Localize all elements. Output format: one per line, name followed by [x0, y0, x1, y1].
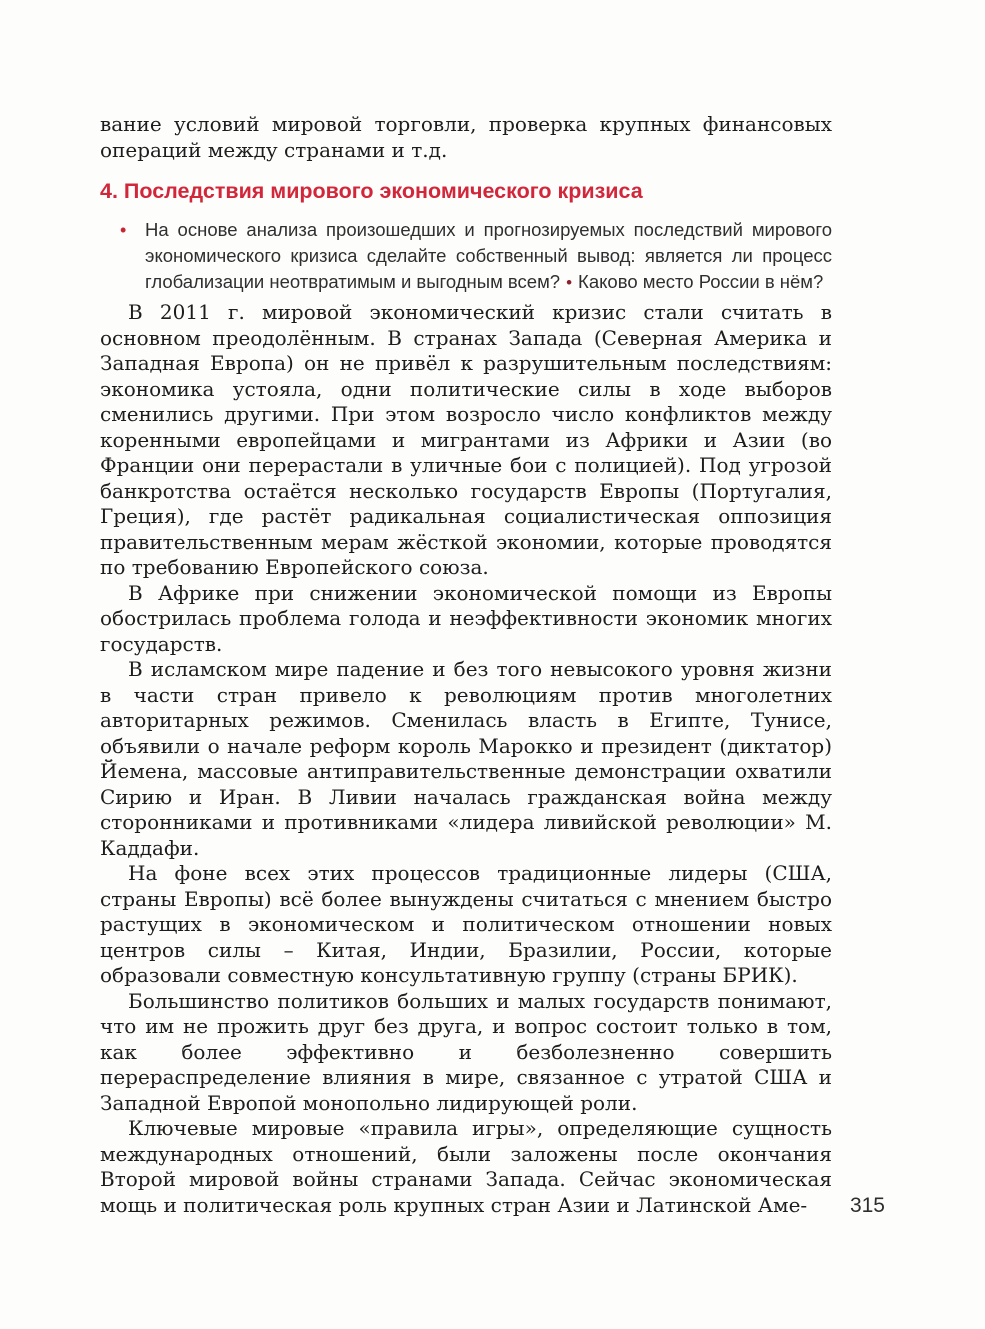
body-paragraph: В исламском мире падение и без того невысокого уровня жизни в части стран привело к революциям против многолетних авторитарных режимов. Сменилась власть в Египте, Тунисе, объявили о начале реформ король Марокко и президент (диктатор) Йемена, массовые антиправительственные демонстрации охватили Сирию и Иран. В Ливии началась гражданская война между сторонниками и противниками «лидера ливийской революции» М. Каддафи.: [100, 657, 832, 860]
text-column: [100, 112, 832, 1218]
body-paragraph: Ключевые мировые «правила игры», определяющие сущность международных отношений, были заложены после окончания Второй мировой войны странами Запада. Сейчас экономическая мощь и политическая роль крупных стран Азии и Латинской Аме-: [100, 1116, 832, 1217]
inline-bullet-icon: •: [566, 273, 573, 292]
body-paragraph: В Африке при снижении экономической помощи из Европы обострилась проблема голода и неэффективности экономик многих государств.: [100, 580, 832, 656]
body-paragraph: В 2011 г. мировой экономический кризис стали считать в основном преодолённым. В странах Запада (Северная Америка и Западная Европа) он не привёл к разрушительным последствиям: экономика устояла, одни политические силы в ходе выборов сменились другими. При этом возросло число конфликтов между коренными европейцами и мигрантами из Африки и Азии (во Франции они перерастали в уличные бои с полицией). Под угрозой банкротства остаётся несколько государств Европы (Португалия, Греция), где растёт радикальная социалистическая оппозиция правительственным мерам жёсткой экономии, которые проводятся по требованию Европейского союза.: [100, 300, 832, 579]
intro-paragraph: вание условий мировой торговли, проверка крупных финансовых операций между странами и т.д.: [100, 112, 832, 162]
question-2: Каково место России в нём?: [578, 271, 824, 292]
body-paragraph: Большинство политиков больших и малых государств понимают, что им не прожить друг без друга, и вопрос состоит только в том, как более эффективно и безболезненно совершить перераспределение влияния в мире, связанное с утратой США и Западной Европой монопольно лидирующей роли.: [100, 988, 832, 1115]
page-number: 315: [849, 1194, 885, 1217]
question-1: На основе анализа произошедших и прогнозируемых последствий мирового экономического кризиса сделайте собственный вывод: является ли процесс глобализации неотвратимым и выгодным всем?: [145, 219, 832, 292]
body-paragraph: На фоне всех этих процессов традиционные лидеры (США, страны Европы) всё более вынуждены считаться с мнением быстро растущих в экономическом и политическом отношении новых центров силы – Китая, Индии, Бразилии, России, которые образовали совместную консультативную группу (страны БРИК).: [100, 861, 832, 987]
list-bullet-icon: •: [120, 220, 127, 240]
question-block: [100, 217, 832, 296]
question-text: [145, 217, 832, 296]
section-heading: 4. Последствия мирового экономического кризиса: [100, 179, 643, 203]
